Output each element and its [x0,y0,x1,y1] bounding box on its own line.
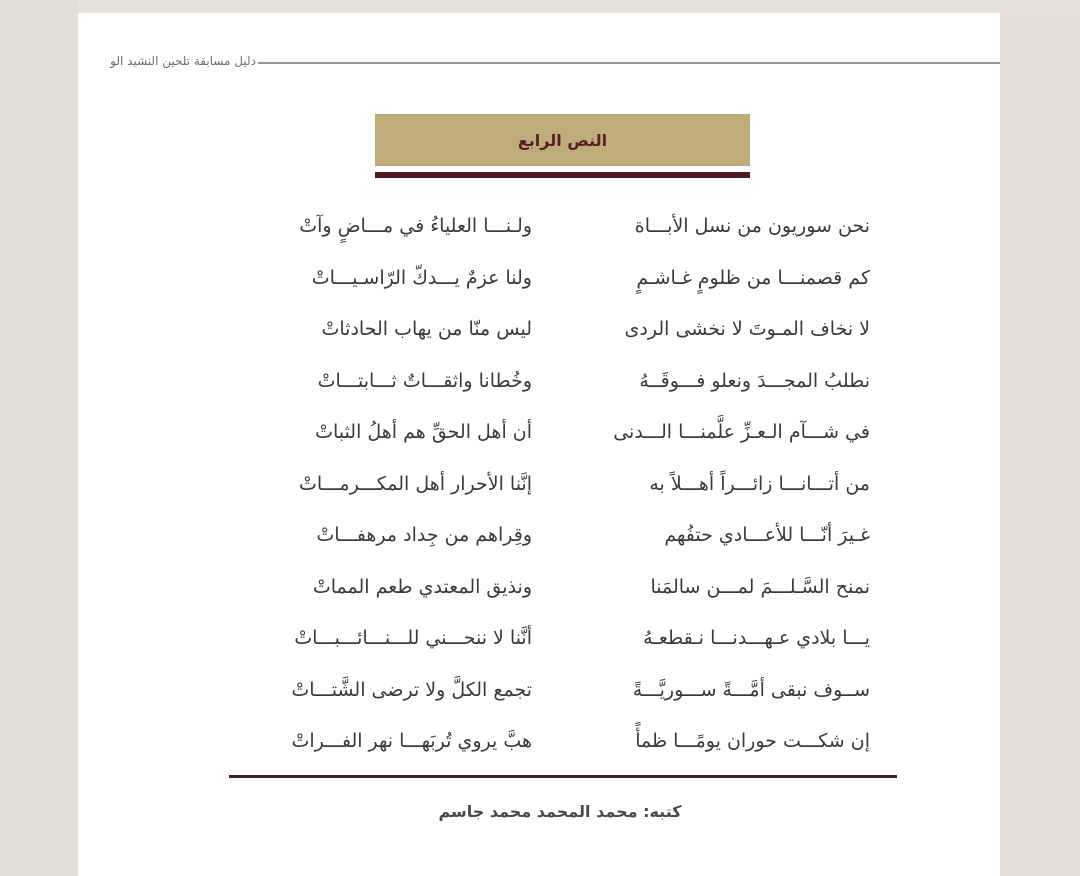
header-rule [258,62,1000,64]
background-left [0,0,78,876]
verse-second-3: ليس منّا من يهاب الحادثاتْ [321,318,532,340]
verse-second-11: هبَّ يروي تُربَهـــا نهر الفـــراتْ [291,730,532,752]
running-header-title: دليل مسابقة تلحين النشيد الو [110,54,256,68]
verse-first-3: لا نخاف المـوتَ لا نخشى الردى [624,318,870,340]
verse-first-6: من أتـــانـــا زائـــراً أهـــلاً به [649,472,870,495]
verse-first-7: غـيرَ أنّـــا للأعـــادي حتفُهم [664,524,870,546]
verse-first-1: نحن سوريون من نسل الأبـــاة [634,215,870,237]
verse-second-4: وخُطانا واثقـــاتٌ ثـــابتـــاتْ [317,369,532,392]
section-title-box [375,114,750,166]
title-underline-bar [375,172,750,178]
verse-first-10: ســوف نبقى أمَّـــةً ســـوريَّـــةً [632,678,870,701]
verse-second-7: وقِراهم من جِداد مرهفـــاتْ [316,524,532,546]
verse-first-4: نطلبُ المجـــدَ ونعلو فـــوقَــهُ [639,369,870,392]
verse-first-2: كم قصمنـــا من ظلومٍ غـاشـمٍ [636,266,870,289]
verse-first-11: إن شكـــت حوران يومًـــا ظمأً [635,730,870,752]
verse-second-8: ونذيق المعتدي طعم المماتْ [312,575,532,598]
verse-second-5: أن أهل الحقِّ هم أهلُ الثباتْ [315,421,532,443]
verse-first-9: يـــا بلادي عـهـــدنـــا نـقطعـهُ [643,627,870,649]
verse-first-5: في شـــآم الـعـزِّ علَّمنـــا الـــدنى [613,421,870,443]
verse-first-8: نمنح السَّـلـــمَ لمـــن سالمَنا [650,575,870,598]
author-credit: كتبه: محمد المحمد محمد جاسم [438,802,682,821]
background-top [0,0,1080,13]
verse-second-9: أنَّنا لا ننحـــني للـــنـــائـــبـــاتْ [294,627,532,649]
bottom-divider [229,775,897,778]
verse-second-2: ولنا عزمٌ يـــدكّ الرّاسـيـــاتْ [311,266,532,289]
verse-second-1: ولـنـــا العلياءُ في مـــاضٍ وآتْ [299,215,532,237]
verse-second-6: إنَّنا الأحرار أهل المكـــرمـــاتْ [299,472,532,495]
section-title: النص الرابع [517,130,608,150]
verse-second-10: تجمع الكلَّ ولا ترضى الشَّتـــاتْ [291,678,532,701]
poem-first-hemistichs [580,206,870,773]
poem-second-hemistichs [250,206,532,773]
